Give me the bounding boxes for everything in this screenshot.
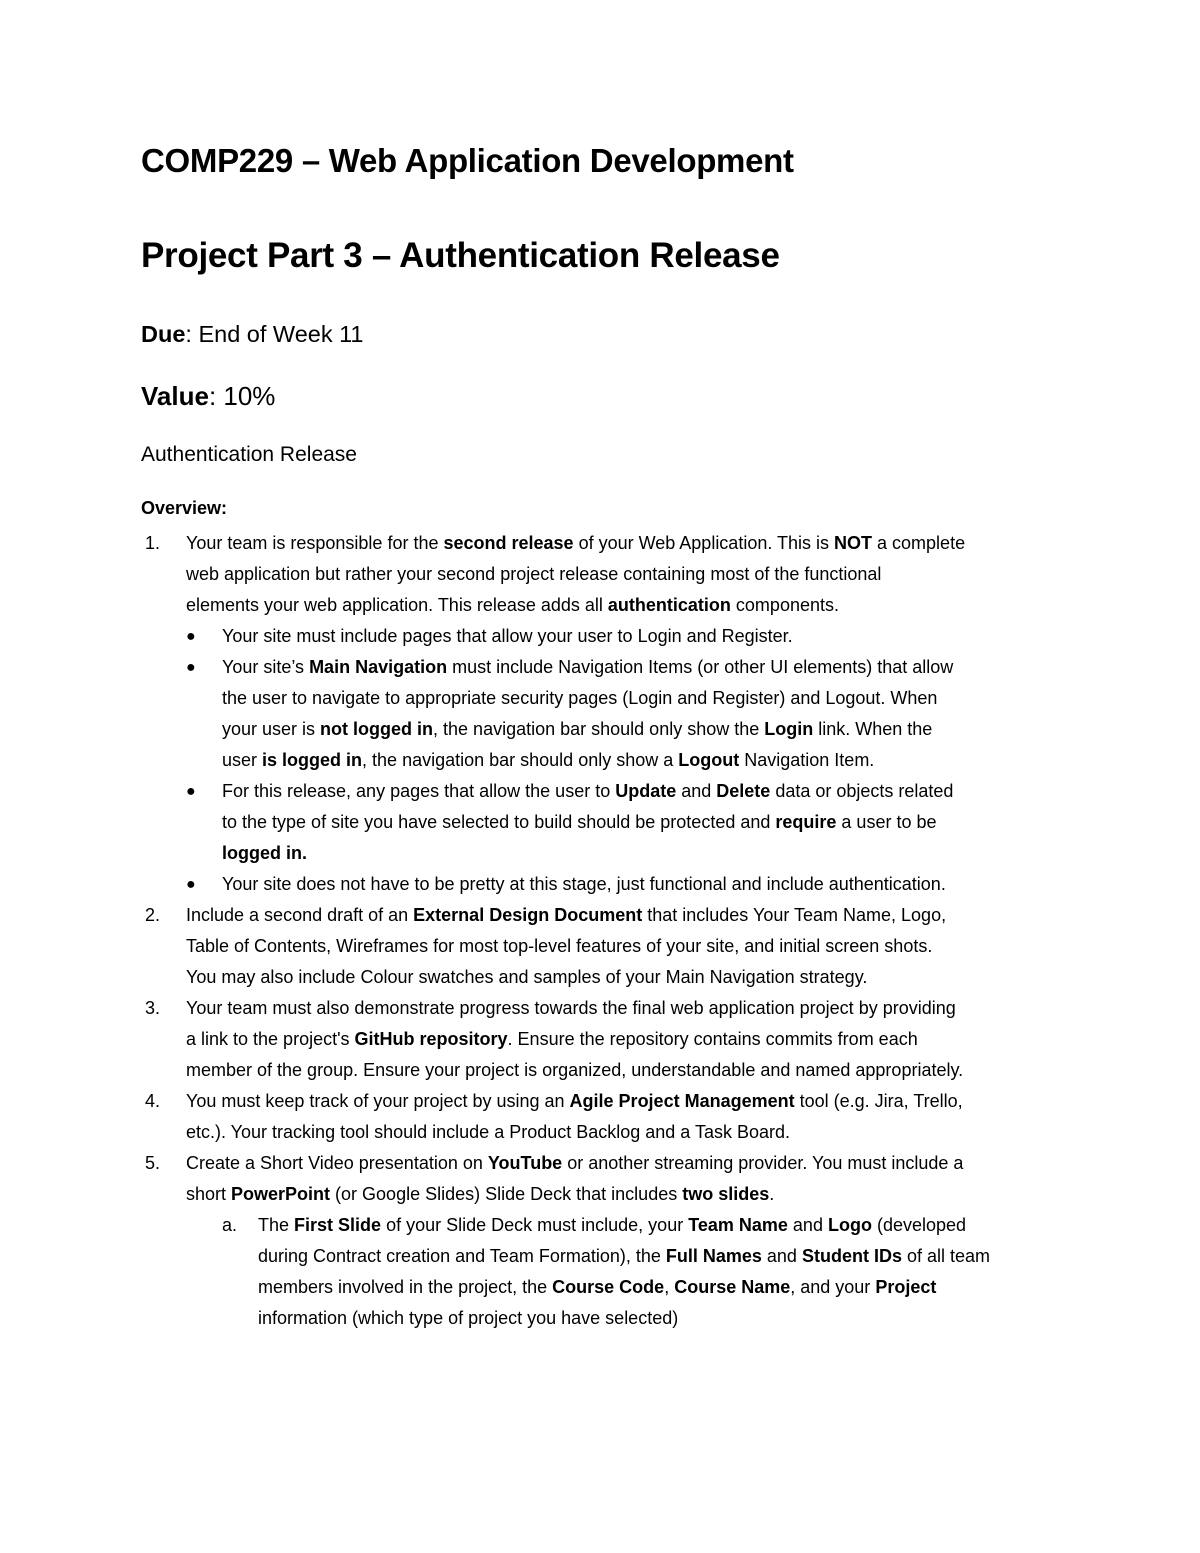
- item-line: Your team must also demonstrate progress towards the final web application project by providing: [186, 998, 956, 1018]
- list-item-2: [141, 900, 1071, 993]
- bullet-item-protected-pages: [141, 776, 1071, 869]
- bullet-item-functional: [141, 869, 1071, 900]
- list-item-3: [141, 993, 1071, 1086]
- item-number: 5.: [145, 1153, 161, 1173]
- item-line: Your site does not have to be pretty at this stage, just functional and include authentication.: [222, 874, 946, 894]
- item-letter: a.: [222, 1215, 238, 1235]
- value-line: [141, 381, 275, 412]
- item-line: For this release, any pages that allow the user to Update and Delete data or objects related: [222, 781, 954, 801]
- value-value: : 10%: [208, 381, 276, 411]
- course-title: COMP229 – Web Application Development: [141, 142, 794, 179]
- due-value: : End of Week 11: [185, 321, 364, 347]
- item-line: your user is not logged in, the navigation bar should only show the Login link. When the: [222, 719, 933, 739]
- item-line: to the type of site you have selected to build should be protected and require a user to be: [222, 812, 937, 832]
- due-label: Due: [141, 321, 186, 347]
- item-line: Your site must include pages that allow your user to Login and Register.: [222, 626, 793, 646]
- item-line: a link to the project's GitHub repository. Ensure the repository contains commits from each: [186, 1029, 918, 1049]
- bullet-icon: ●: [186, 628, 196, 645]
- item-number: 2.: [145, 905, 161, 925]
- item-line: short PowerPoint (or Google Slides) Slide Deck that includes two slides.: [186, 1184, 775, 1204]
- section-heading: Authentication Release: [141, 443, 357, 466]
- item-line: elements your web application. This release adds all authentication components.: [186, 595, 839, 615]
- list-item-1: [141, 528, 1071, 621]
- bullet-icon: ●: [186, 659, 196, 676]
- list-item-5: [141, 1148, 1071, 1210]
- bullet-item-login-register: [141, 621, 1071, 652]
- item-line: during Contract creation and Team Formation), the Full Names and Student IDs of all team: [258, 1246, 991, 1266]
- bullet-icon: ●: [186, 783, 196, 800]
- item-line: Table of Contents, Wireframes for most top-level features of your site, and initial screen shots.: [186, 936, 933, 956]
- item-line: You must keep track of your project by using an Agile Project Management tool (e.g. Jira, Trello,: [186, 1091, 963, 1111]
- item-line: Your team is responsible for the second release of your Web Application. This is NOT a complete: [186, 533, 966, 553]
- item-line: The First Slide of your Slide Deck must include, your Team Name and Logo (developed: [258, 1215, 967, 1235]
- value-label: Value: [141, 381, 209, 411]
- item-line: You may also include Colour swatches and samples of your Main Navigation strategy.: [186, 967, 868, 987]
- item-line: web application but rather your second project release containing most of the functional: [186, 564, 882, 584]
- item-line: member of the group. Ensure your project is organized, understandable and named appropriately.: [186, 1060, 964, 1080]
- due-line: [141, 321, 364, 348]
- item-line: Your site’s Main Navigation must include Navigation Items (or other UI elements) that allow: [222, 657, 954, 677]
- item-number: 1.: [145, 533, 161, 553]
- item-line: etc.). Your tracking tool should include a Product Backlog and a Task Board.: [186, 1122, 791, 1142]
- item-line: members involved in the project, the Course Code, Course Name, and your Project: [258, 1277, 937, 1297]
- item-line: Include a second draft of an External Design Document that includes Your Team Name, Logo,: [186, 905, 947, 925]
- list-item-5a: [141, 1210, 1071, 1334]
- overview-label: Overview:: [141, 498, 228, 518]
- item-line: the user to navigate to appropriate security pages (Login and Register) and Logout. When: [222, 688, 938, 708]
- item-number: 3.: [145, 998, 161, 1018]
- project-title: Project Part 3 – Authentication Release: [141, 236, 780, 275]
- item-number: 4.: [145, 1091, 161, 1111]
- item-line: information (which type of project you have selected): [258, 1308, 679, 1328]
- item-line: Create a Short Video presentation on YouTube or another streaming provider. You must include a: [186, 1153, 964, 1173]
- bullet-item-navigation: [141, 652, 1071, 776]
- item-line: user is logged in, the navigation bar should only show a Logout Navigation Item.: [222, 750, 875, 770]
- overview-list: [141, 528, 1071, 1334]
- list-item-4: [141, 1086, 1071, 1148]
- bullet-icon: ●: [186, 876, 196, 893]
- item-line: logged in.: [222, 843, 307, 863]
